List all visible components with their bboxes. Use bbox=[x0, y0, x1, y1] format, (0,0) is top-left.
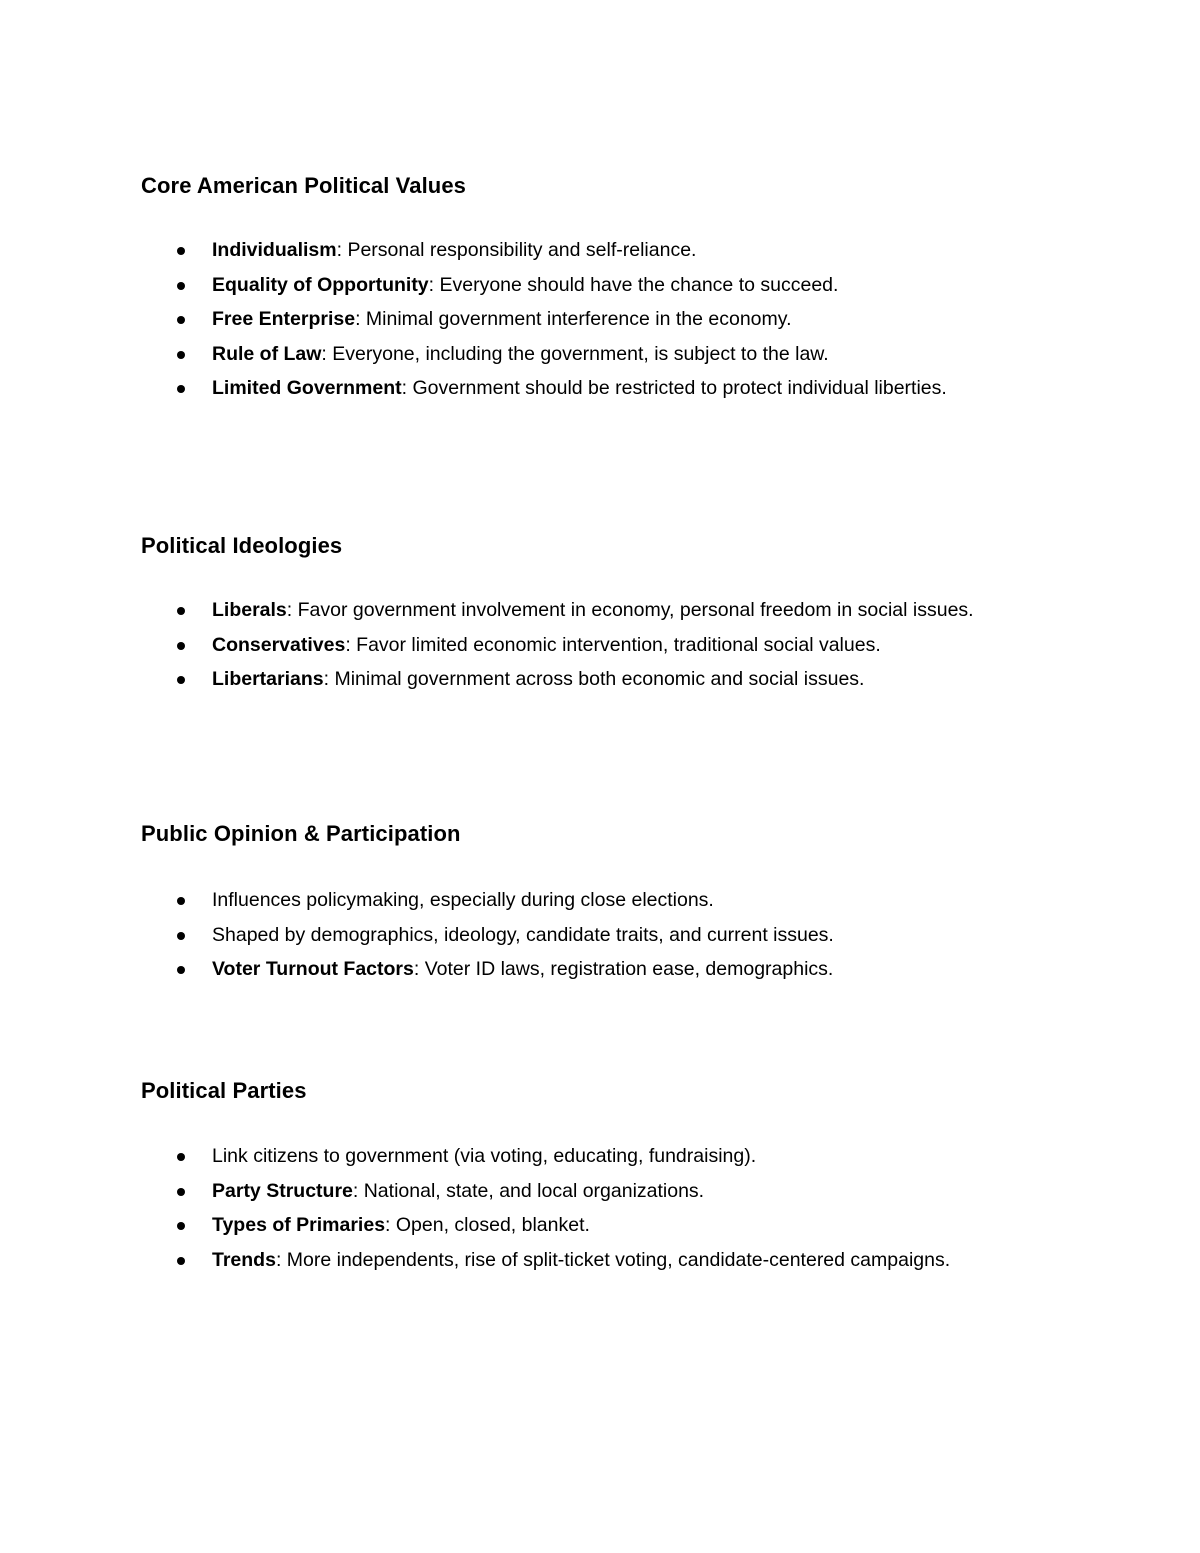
item-text: : Minimal government interference in the economy. bbox=[355, 308, 792, 330]
term-label: Party Structure bbox=[212, 1179, 353, 1202]
term-label: Limited Government bbox=[212, 377, 402, 399]
term-label: Conservatives bbox=[212, 633, 346, 656]
term-label: Trends bbox=[212, 1248, 276, 1271]
item-text: : Government should be restricted to protect individual liberties. bbox=[401, 377, 947, 399]
item-text: : Everyone should have the chance to succeed. bbox=[428, 273, 839, 296]
bullet-icon bbox=[177, 897, 185, 905]
item-text: : Favor limited economic intervention, traditional social values. bbox=[345, 633, 881, 656]
list-item bbox=[141, 628, 1041, 663]
bullet-icon bbox=[177, 1222, 185, 1230]
list-item bbox=[141, 662, 1041, 697]
bullet-icon bbox=[177, 316, 185, 324]
list-item bbox=[141, 918, 1041, 953]
bullet-icon bbox=[177, 282, 185, 290]
term-label: Types of Primaries bbox=[212, 1214, 386, 1236]
list-item bbox=[141, 593, 1041, 628]
term-label: Libertarians bbox=[212, 668, 324, 690]
section-public-opinion bbox=[141, 819, 1041, 980]
item-text: : Favor government involvement in economy, personal freedom in social issues. bbox=[286, 599, 974, 621]
list-item bbox=[141, 371, 1041, 406]
bullet-list bbox=[141, 593, 1041, 697]
item-text: : Voter ID laws, registration ease, demographics. bbox=[413, 958, 834, 980]
list-item bbox=[141, 1208, 1041, 1243]
term-label: Equality of Opportunity bbox=[212, 273, 429, 296]
list-item bbox=[141, 1139, 1041, 1174]
section-heading: Public Opinion & Participation bbox=[141, 821, 461, 846]
bullet-icon bbox=[177, 932, 185, 940]
bullet-icon bbox=[177, 676, 185, 684]
term-label: Liberals bbox=[212, 599, 287, 621]
list-item bbox=[141, 1174, 1041, 1209]
item-text: : Personal responsibility and self-reliance. bbox=[336, 239, 697, 261]
term-label: Rule of Law bbox=[212, 342, 322, 365]
term-label: Individualism bbox=[212, 239, 337, 261]
bullet-icon bbox=[177, 247, 185, 255]
bullet-list bbox=[141, 883, 1041, 987]
item-text: : Everyone, including the government, is subject to the law. bbox=[321, 342, 829, 365]
item-text: : Minimal government across both economic and social issues. bbox=[323, 668, 865, 690]
section-core-values bbox=[141, 171, 1041, 399]
bullet-icon bbox=[177, 642, 185, 650]
bullet-icon bbox=[177, 1188, 185, 1196]
bullet-icon bbox=[177, 966, 185, 974]
section-political-parties bbox=[141, 1076, 1041, 1271]
list-item bbox=[141, 233, 1041, 268]
section-ideologies bbox=[141, 531, 1041, 690]
section-heading: Political Parties bbox=[141, 1078, 307, 1103]
section-heading: Political Ideologies bbox=[141, 533, 343, 558]
item-text: : More independents, rise of split-ticket voting, candidate-centered campaigns. bbox=[275, 1248, 951, 1271]
item-text: : National, state, and local organizations. bbox=[352, 1179, 705, 1202]
bullet-icon bbox=[177, 385, 185, 393]
item-text: Shaped by demographics, ideology, candidate traits, and current issues. bbox=[212, 923, 834, 946]
list-item bbox=[141, 337, 1041, 372]
bullet-icon bbox=[177, 1153, 185, 1161]
term-label: Free Enterprise bbox=[212, 308, 356, 330]
bullet-icon bbox=[177, 351, 185, 359]
bullet-icon bbox=[177, 1257, 185, 1265]
list-item bbox=[141, 302, 1041, 337]
bullet-list bbox=[141, 233, 1041, 406]
term-label: Voter Turnout Factors bbox=[212, 958, 414, 980]
item-text: Influences policymaking, especially during close elections. bbox=[212, 889, 714, 911]
list-item bbox=[141, 883, 1041, 918]
item-text: : Open, closed, blanket. bbox=[385, 1214, 590, 1236]
item-text: Link citizens to government (via voting, educating, fundraising). bbox=[212, 1145, 757, 1167]
bullet-icon bbox=[177, 607, 185, 615]
list-item bbox=[141, 1243, 1041, 1278]
bullet-list bbox=[141, 1139, 1041, 1277]
list-item bbox=[141, 268, 1041, 303]
section-heading: Core American Political Values bbox=[141, 173, 466, 198]
list-item bbox=[141, 952, 1041, 987]
